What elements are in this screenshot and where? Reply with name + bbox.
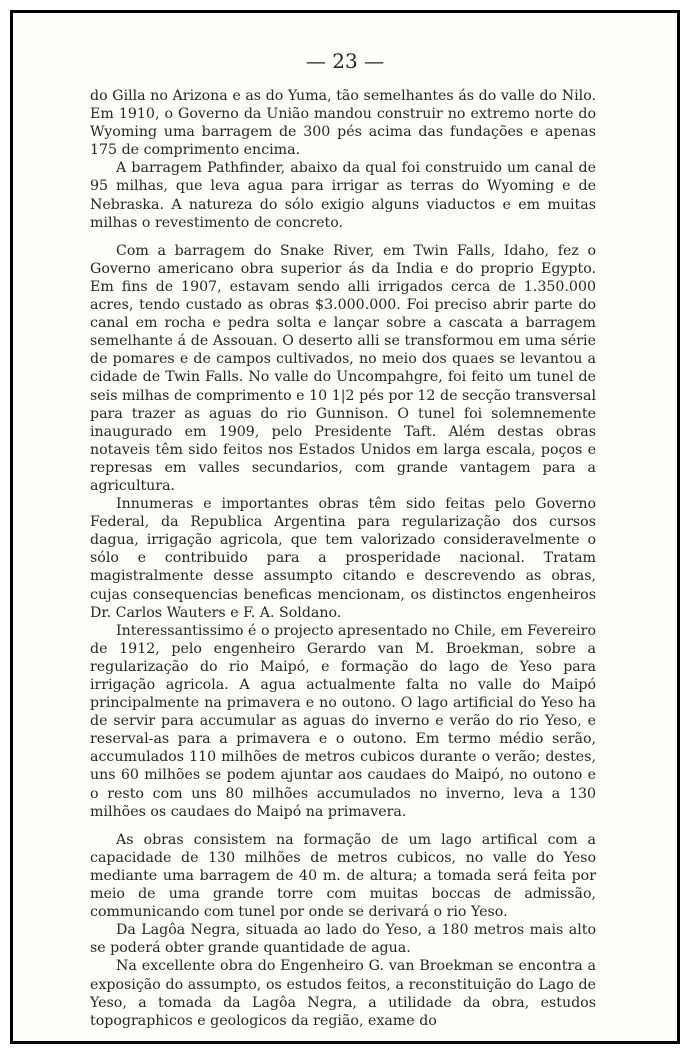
- paragraph: Com a barragem do Snake River, em Twin Falls, Idaho, fez o Governo americano obra superior ás da India e do proprio Egypto. Em fins de 1907, estavam sendo alli irrigados cerca de 1.350.000 acres, tendo custado as obras $3.000.000. Foi preciso abrir parte do canal em rocha e pedra solta e lançar sobre a cascata a barragem semelhante á de Assouan. O deserto alli se transformou em uma série de pomares e de campos cultivados, no meio dos quaes se levantou a cidade de Twin Falls. No valle do Uncompahgre, foi feito um tunel de seis milhas de comprimento e 10 1|2 pés por 12 de secção transversal para trazer as aguas do rio Gunnison. O tunel foi solemnemente inaugurado em 1909, pelo Presidente Taft. Além destas obras notaveis têm sido feitos nos Estados Unidos em larga escala, poços e represas em valles secundarios, com grande vantagem para a agricultura.: [90, 242, 596, 494]
- paragraph: Na excellente obra do Engenheiro G. van Broekman se encontra a exposição do assumpto, os estudos feitos, a reconstituição do Lago de Yeso, a tomada da Lagôa Negra, a utilidade da obra, estudos topographicos e geologicos da região, exame do: [90, 958, 596, 1029]
- paragraph: As obras consistem na formação de um lago artifical com a capacidade de 130 milhões de metros cubicos, no valle do Yeso mediante uma barragem de 40 m. de altura; a tomada será feita por meio de uma grande torre com muitas boccas de admissão, communicando com tunel por onde se derivará o rio Yeso.: [90, 831, 596, 921]
- paragraph: A barragem Pathfinder, abaixo da qual foi construido um canal de 95 milhas, que leva agua para irrigar as terras do Wyoming e de Nebraska. A natureza do sólo exigio alguns viaductos e em muitas milhas o revestimento de concreto.: [90, 160, 596, 231]
- page-number: — 23 —: [305, 49, 385, 73]
- page-frame: [10, 10, 680, 1044]
- paragraph: Innumeras e importantes obras têm sido feitas pelo Governo Federal, da Republica Argentina para regularização dos cursos dagua, irrigação agricola, que tem valorizado consideravelmente o sólo e contribuido para a prosperidade nacional. Tratam magistralmente desse assumpto citando e descrevendo as obras, cujas consequencias beneficas mencionam, os distinctos engenheiros Dr. Carlos Wauters e F. A. Soldano.: [90, 496, 596, 621]
- paragraph: Interessantissimo é o projecto apresentado no Chile, em Fevereiro de 1912, pelo engenheiro Gerardo van M. Broekman, sobre a regularização do rio Maipó, e formação do lago de Yeso para irrigação agricola. A agua actualmente falta no valle do Maipó principalmente na primavera e no outono. O lago artificial do Yeso ha de servir para accumular as aguas do inverno e verão do rio Yeso, e reserval-as para a primavera e o outono. Em termo médio serão, accumulados 110 milhões de metros cubicos durante o verão; destes, uns 60 milhões se podem ajuntar aos caudaes do Maipó, no outono e o resto com uns 80 milhões accumulados no inverno, leva a 130 milhões os caudaes do Maipó na primavera.: [90, 622, 596, 820]
- paragraph: do Gilla no Arizona e as do Yuma, tão semelhantes ás do valle do Nilo. Em 1910, o Governo da União mandou construir no extremo norte do Wyoming uma barragem de 300 pés acima das fundações e apenas 175 de comprimento encima.: [90, 88, 596, 159]
- paragraph: Da Lagôa Negra, situada ao lado do Yeso, a 180 metros mais alto se poderá obter grande quantidade de agua.: [90, 922, 596, 957]
- page-body: [90, 87, 596, 1030]
